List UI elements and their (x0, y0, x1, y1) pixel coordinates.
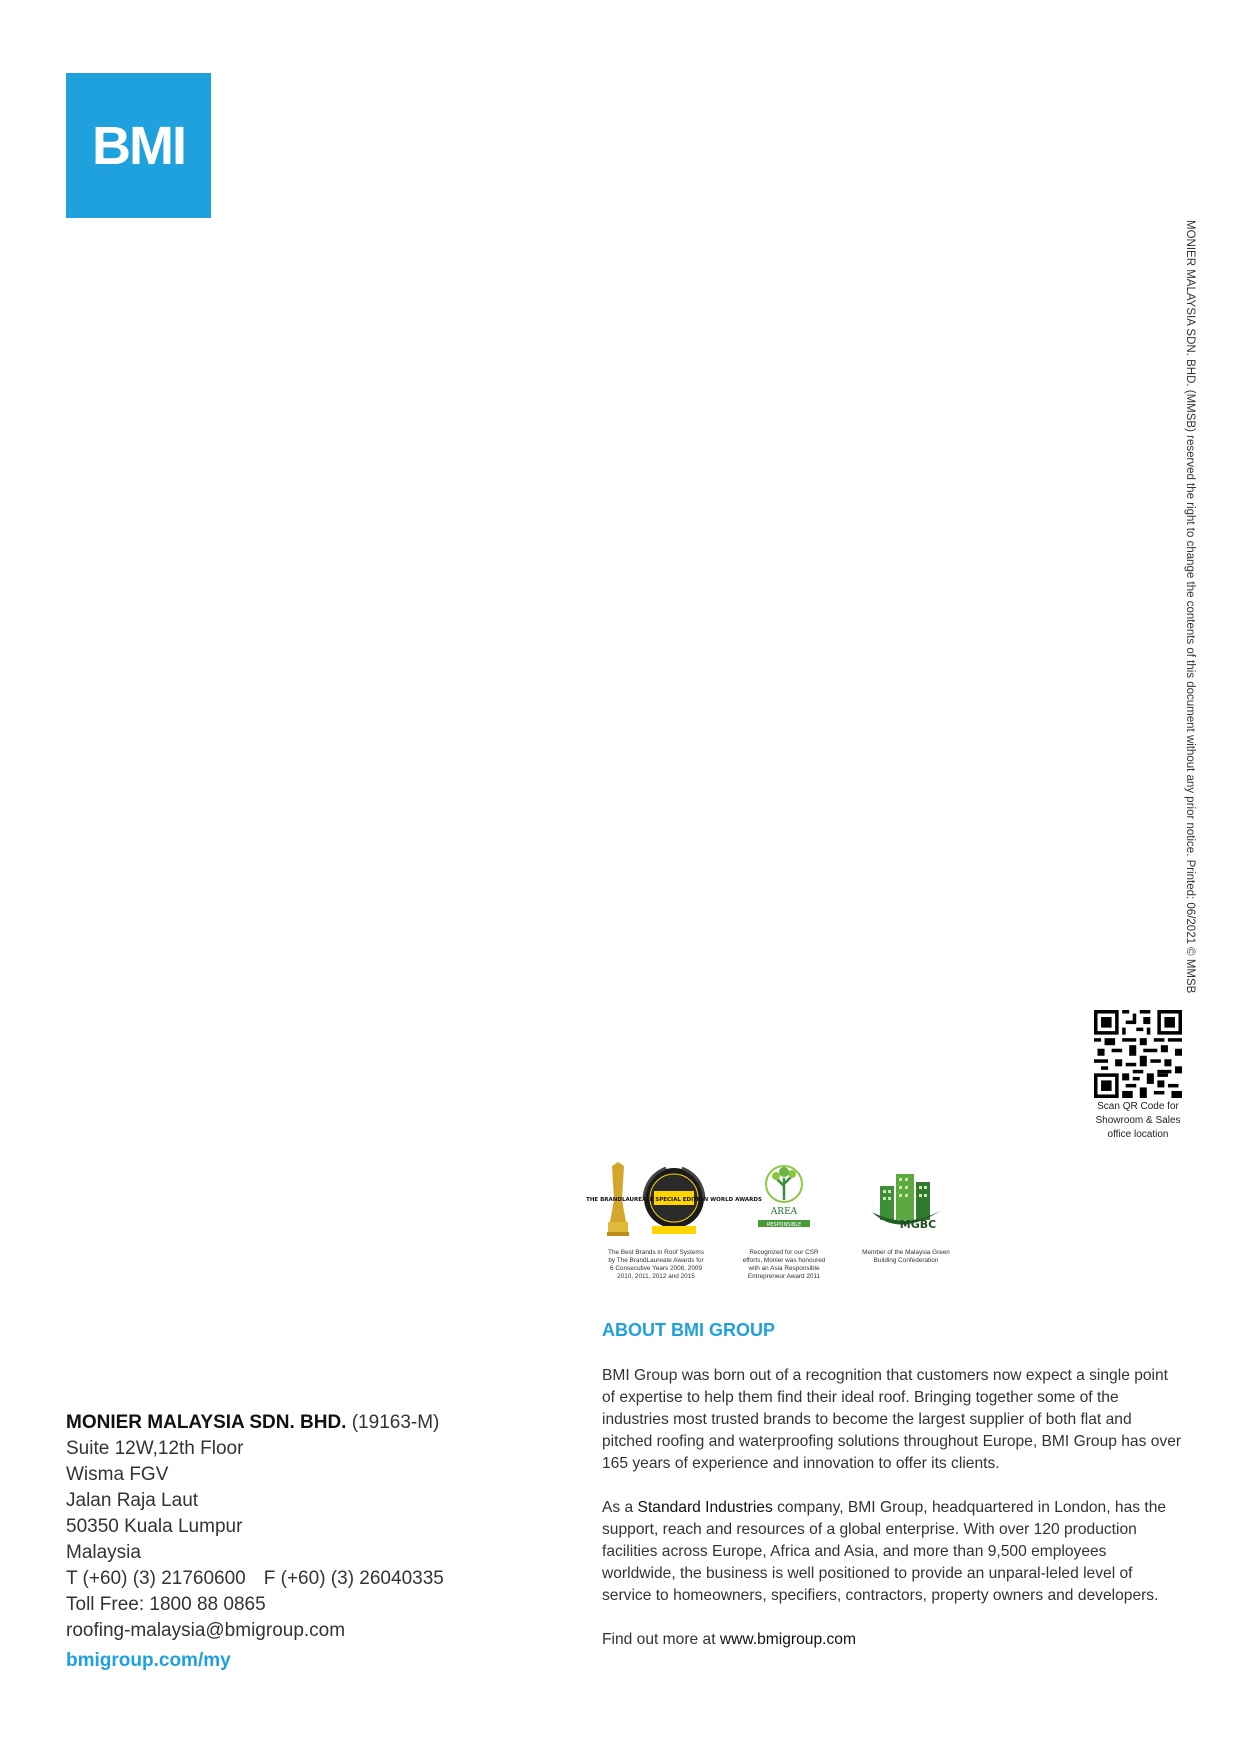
address-line: Suite 12W,12th Floor (66, 1438, 244, 1459)
company-name-line (66, 1410, 546, 1436)
caption-line: 6 Consecutive Years 2008, 2009 (609, 1265, 703, 1272)
address-line: Malaysia (66, 1542, 141, 1563)
bmi-logo-text: BMI (92, 115, 185, 176)
bmigroup-link[interactable]: www.bmigroup.com (719, 1631, 856, 1648)
website-link[interactable]: bmigroup.com/my (66, 1650, 231, 1671)
fax-number: F (+60) (3) 26040335 (263, 1568, 444, 1589)
award-caption (600, 1249, 712, 1281)
caption-line: Building Confederation (873, 1257, 939, 1264)
about-paragraph-1: BMI Group was born out of a recognition that customers now expect a single point of expertise to help them find their ideal roof. Bringing together some of the industries most trusted brands to become the largest supplier of both flat and pitched roofing and waterproofing solutions throughout Europe, BMI Group has over 165 years of experience and innovation to offer its clients. (602, 1367, 1182, 1472)
qr-caption-line: Showroom & Sales (1095, 1115, 1181, 1126)
caption-line: Recognized for our CSR (749, 1249, 819, 1256)
mgbc-logo-text: MGBC (899, 1218, 937, 1231)
copyright-notice (1180, 220, 1200, 994)
area-logo-text: AREA (770, 1207, 798, 1217)
company-name: MONIER MALAYSIA SDN. BHD. (66, 1412, 347, 1433)
award-area (728, 1160, 840, 1281)
address-line: Jalan Raja Laut (66, 1490, 199, 1511)
about-paragraph-2 (602, 1497, 1182, 1607)
copyright-notice-text: MONIER MALAYSIA SDN. BHD. (MMSB) reserved the right to change the contents of this document without any prior notice. Printed: 06/2021 © MMSB (1184, 220, 1196, 994)
contact-phone-fax (66, 1566, 546, 1592)
email-link[interactable]: roofing-malaysia@bmigroup.com (66, 1620, 346, 1641)
find-out-more (602, 1629, 1182, 1651)
caption-line: Entrepreneur Award 2011 (747, 1273, 821, 1280)
address-line: Wisma FGV (66, 1464, 169, 1485)
area-award-logo (728, 1160, 840, 1240)
caption-line: efforts, Monier was honoured (742, 1257, 826, 1264)
award-caption (850, 1249, 962, 1265)
award-caption (728, 1249, 840, 1281)
qr-caption (1090, 1100, 1186, 1142)
about-title: ABOUT BMI GROUP (602, 1320, 775, 1340)
phone-number: T (+60) (3) 21760600 (66, 1568, 246, 1589)
award-mgbc (850, 1160, 962, 1265)
awards-section (586, 1160, 970, 1290)
caption-line: Member of the Malaysia Green (862, 1249, 950, 1256)
qr-caption-line: office location (1107, 1129, 1169, 1140)
area-logo-subtext: RESPONSIBLE (766, 1222, 802, 1228)
award-brandlaureate (586, 1160, 762, 1281)
company-address (66, 1410, 546, 1644)
standard-industries-text: Standard Industries (637, 1499, 773, 1516)
qr-code-block (1090, 1010, 1186, 1142)
find-prefix: Find out more at (602, 1631, 720, 1648)
caption-line: by The BrandLaureate Awards for (608, 1257, 704, 1264)
p2-rest: company, BMI Group, headquartered in London, has the support, reach and resources of a global enterprise. With over 120 production facilities across Europe, Africa and Asia, and more than 9,500 employees worldwide, the business is well positioned to provide an unparal-leled level of service to homeowners, specifiers, contractors, property owners and developers. (602, 1499, 1167, 1604)
bmi-logo (66, 73, 211, 218)
p2-prefix: As a (602, 1499, 638, 1516)
mgbc-logo (850, 1160, 962, 1240)
about-body (602, 1365, 1182, 1673)
caption-line: The Best Brands in Roof Systems (608, 1249, 704, 1256)
toll-free: Toll Free: 1800 88 0865 (66, 1594, 266, 1615)
caption-line: 2010, 2011, 2012 and 2015 (617, 1273, 695, 1280)
company-reg: (19163-M) (346, 1412, 440, 1433)
brandlaureate-award-logo (586, 1160, 762, 1240)
address-line: 50350 Kuala Lumpur (66, 1516, 243, 1537)
brandlaureate-logo-text: THE BRANDLAUREATE SPECIAL EDITION WORLD AWARDS (586, 1197, 762, 1203)
caption-line: with an Asia Responsible (748, 1265, 820, 1272)
qr-code-icon[interactable] (1094, 1010, 1182, 1098)
qr-caption-line: Scan QR Code for (1097, 1101, 1179, 1112)
